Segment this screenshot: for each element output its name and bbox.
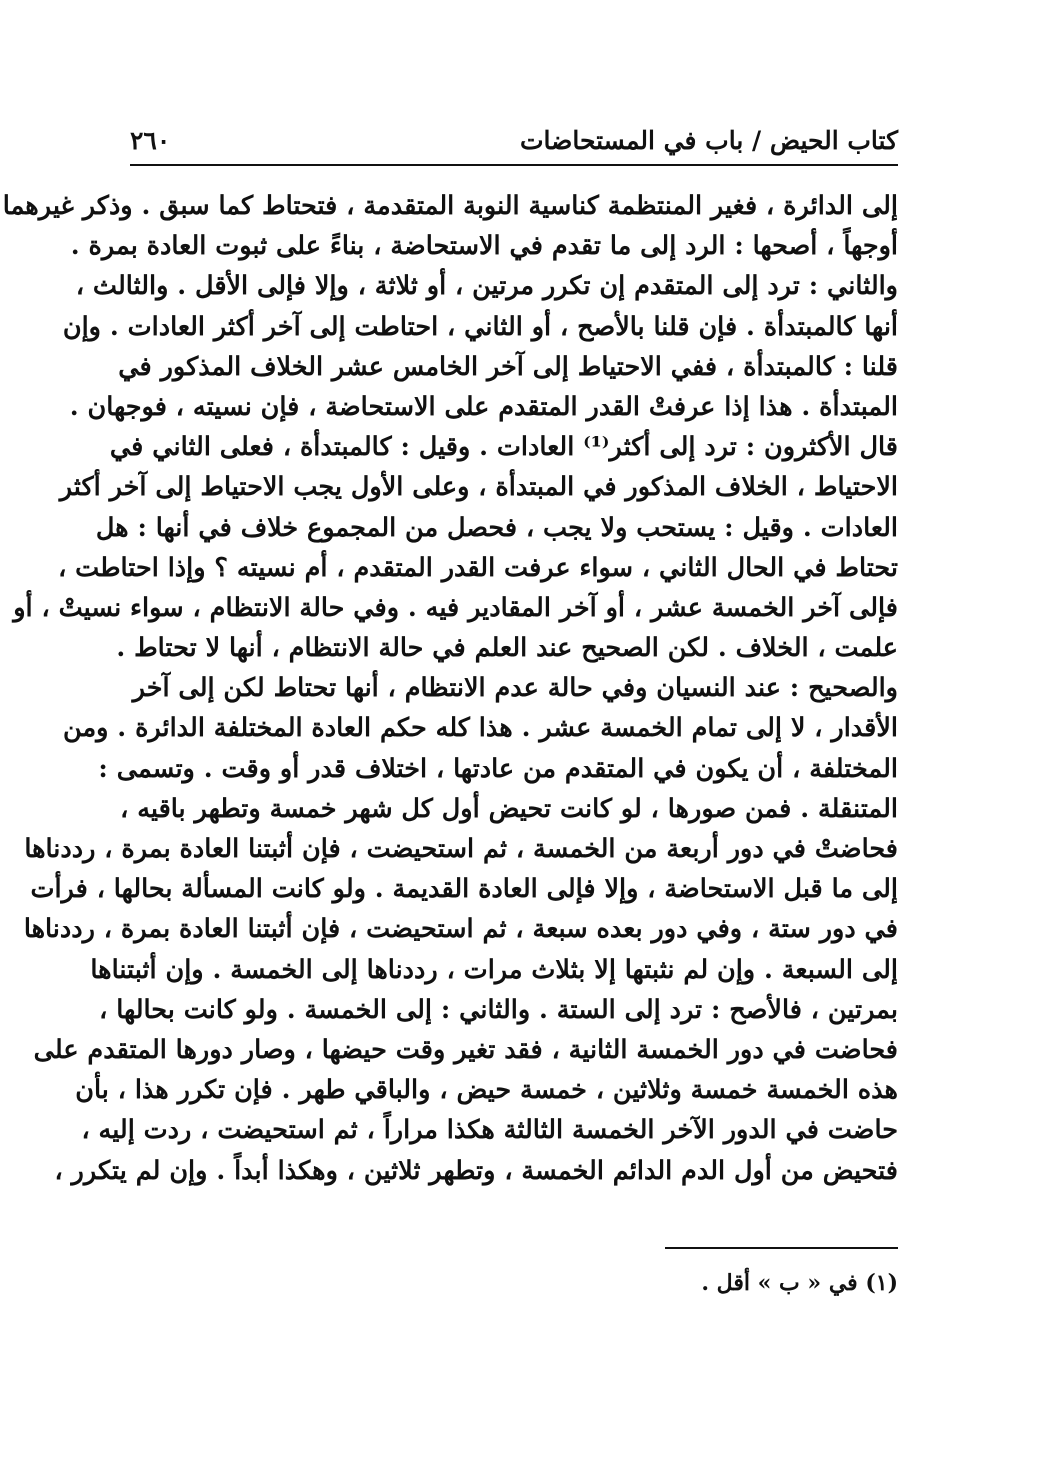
- text-line: هذه الخمسة خمسة وثلاثين ، خمسة حيض ، والباقي طهر . فإن تكرر هذا ، بأن: [75, 1075, 898, 1106]
- text-line: الأقدار ، لا إلى تمام الخمسة عشر . هذا كله حكم العادة المختلفة الدائرة . ومن: [63, 713, 898, 744]
- text-line: علمت ، الخلاف . لكن الصحيح عند العلم في حالة الانتظام ، أنها لا تحتاط .: [116, 633, 898, 664]
- running-title: كتاب الحيض / باب في المستحاضات: [519, 125, 898, 155]
- text-line: المبتدأة . هذا إذا عرفتْ القدر المتقدم على الاستحاضة ، فإن نسيته ، فوجهان .: [69, 391, 898, 422]
- page-header: [130, 120, 898, 160]
- text-line: بمرتين ، فالأصح : ترد إلى الستة . والثاني : إلى الخمسة . ولو كانت بحالها ،: [99, 994, 898, 1025]
- text-line: والصحيح : عند النسيان وفي حالة عدم الانتظام ، أنها تحتاط لكن إلى آخر: [132, 673, 898, 704]
- footnote: (١) في « ب » أقل .: [701, 1270, 898, 1296]
- text-line: فحاضتْ في دور أربعة من الخمسة ، ثم استحيضت ، فإن أثبتنا العادة بمرة ، رددناها: [24, 834, 898, 864]
- page-number: ٢٦٠: [130, 125, 171, 155]
- text-line: قلنا : كالمبتدأة ، ففي الاحتياط إلى آخر الخامس عشر الخلاف المذكور في: [118, 351, 898, 382]
- header-rule: [130, 164, 898, 166]
- text-line: تحتاط في الحال الثاني ، سواء عرفت القدر المتقدم ، أم نسيته ؟ وإذا احتاطت ،: [58, 552, 898, 583]
- text-line: في دور ستة ، وفي دور بعده سبعة ، ثم استحيضت ، فإن أثبتنا العادة بمرة ، رددناها: [23, 914, 898, 945]
- text-line: فإلى آخر الخمسة عشر ، أو آخر المقادير فيه . وفي حالة الانتظام ، سواء نسيتْ ، أو: [13, 592, 898, 623]
- text-line: إلى الدائرة ، فغير المنتظمة كناسية النوبة المتقدمة ، فتحتاط كما سبق . وذكر غيرهما: [2, 191, 898, 221]
- text-line: العادات . وقيل : يستحب ولا يجب ، فحصل من المجموع خلاف في أنها : هل: [95, 512, 898, 543]
- text-line: قال الأكثرون : ترد إلى أكثر⁽¹⁾ العادات . وقيل : كالمبتدأة ، فعلى الثاني في: [109, 432, 898, 463]
- text-line: إلى ما قبل الاستحاضة ، وإلا فإلى العادة القديمة . ولو كانت المسألة بحالها ، فرأت: [30, 874, 898, 905]
- footnote-rule: [665, 1247, 898, 1249]
- text-line: حاضت في الدور الآخر الخمسة الثالثة هكذا مراراً ، ثم استحيضت ، ردت إليه ،: [81, 1115, 898, 1146]
- text-line: فحاضت في دور الخمسة الثانية ، فقد تغير وقت حيضها ، وصار دورها المتقدم على: [33, 1034, 898, 1065]
- text-line: الاحتياط ، الخلاف المذكور في المبتدأة ، وعلى الأول يجب الاحتياط إلى آخر أكثر: [59, 472, 898, 503]
- text-line: المختلفة ، أن يكون في المتقدم من عادتها ، اختلاف قدر أو وقت . وتسمى :: [98, 753, 898, 784]
- text-line: إلى السبعة . وإن لم نثبتها إلا بثلاث مرات ، رددناها إلى الخمسة . وإن أثبتناها: [90, 954, 898, 985]
- text-line: المتنقلة . فمن صورها ، لو كانت تحيض أول كل شهر خمسة وتطهر باقيه ،: [120, 793, 898, 824]
- text-line: فتحيض من أول الدم الدائم الخمسة ، وتطهر ثلاثين ، وهكذا أبداً . وإن لم يتكرر ،: [54, 1155, 898, 1186]
- main-text: [2, 186, 898, 1191]
- text-line: أنها كالمبتدأة . فإن قلنا بالأصح ، أو الثاني ، احتاطت إلى آخر أكثر العادات . وإن: [62, 311, 898, 342]
- text-line: والثاني : ترد إلى المتقدم إن تكرر مرتين ، أو ثلاثة ، وإلا فإلى الأقل . والثالث ،: [75, 271, 898, 302]
- text-line: أوجهاً ، أصحها : الرد إلى ما تقدم في الاستحاضة ، بناءً على ثبوت العادة بمرة .: [70, 231, 898, 262]
